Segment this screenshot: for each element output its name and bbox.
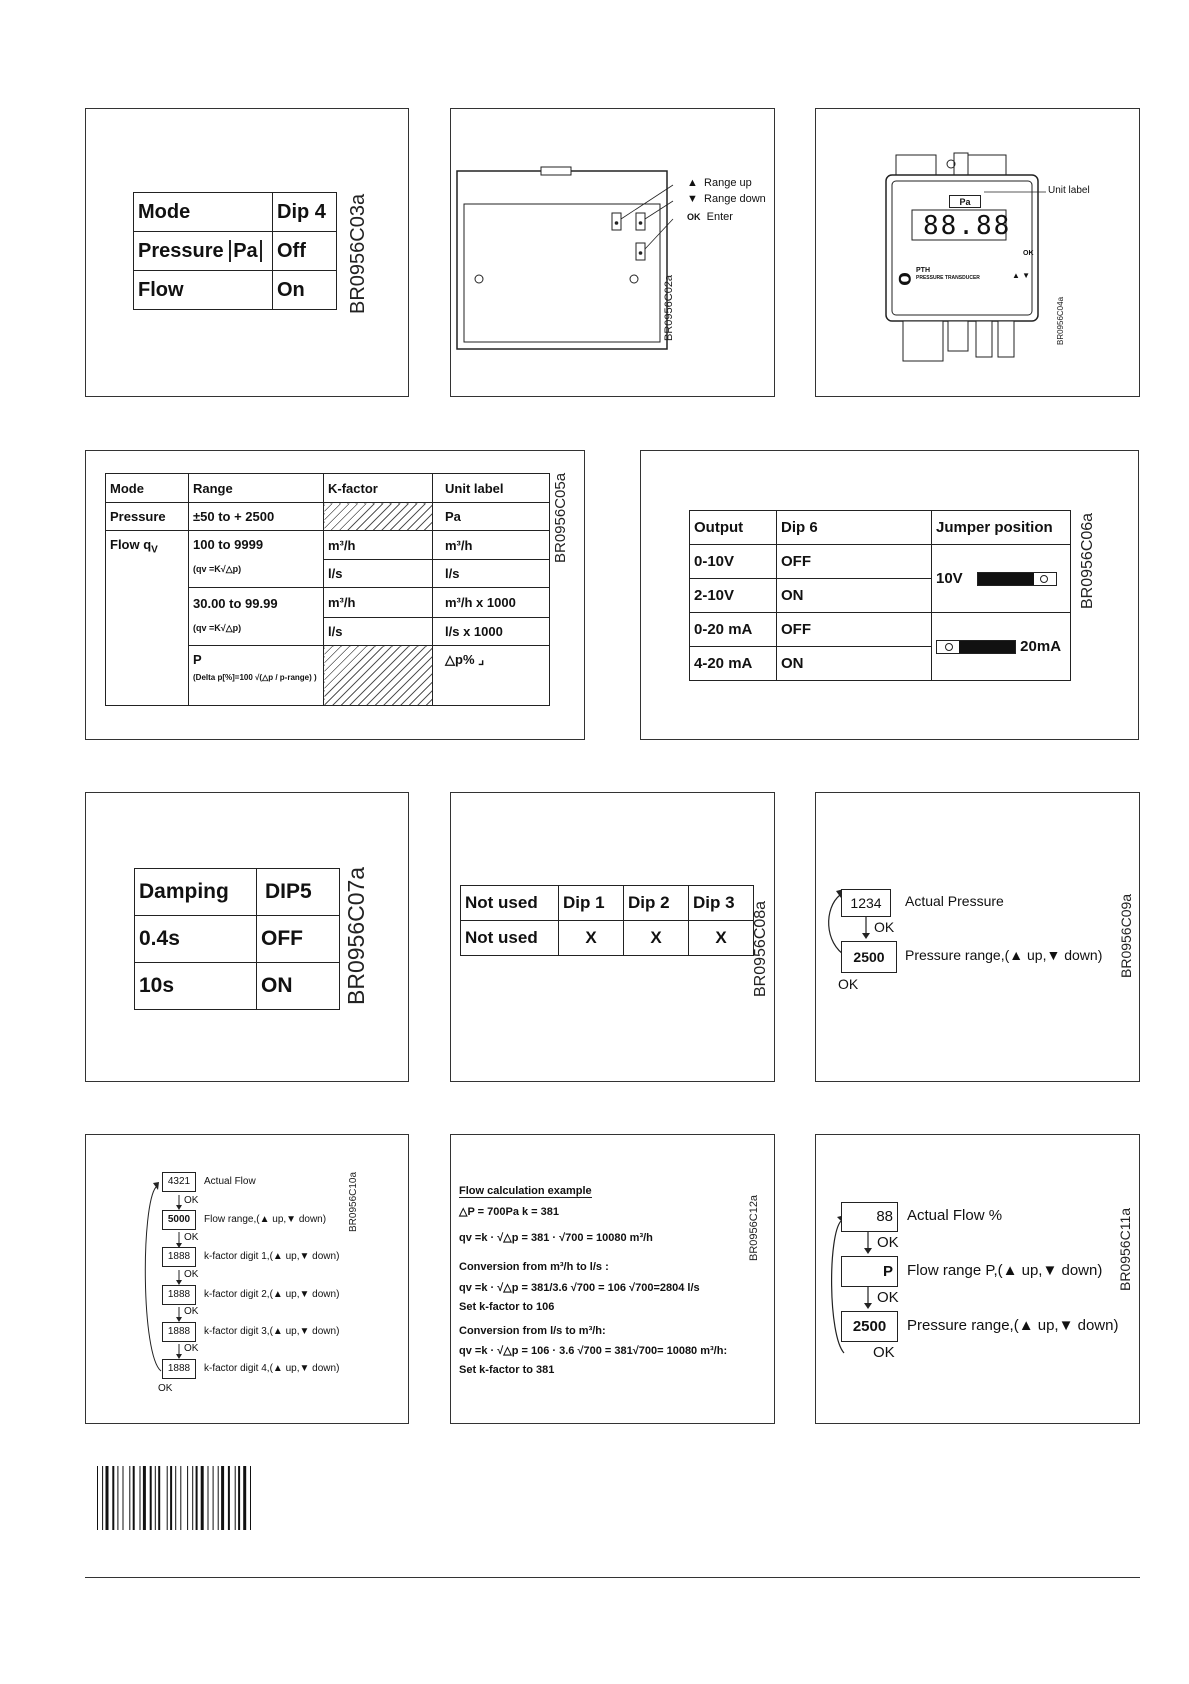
delta-p-percent: △p%: [445, 652, 475, 667]
flow-percent-label: Actual Flow %: [907, 1207, 1003, 1224]
ok-label: OK: [873, 1344, 895, 1361]
barcode-bar: [213, 1466, 214, 1530]
panel-range-kfactor: [85, 450, 585, 740]
flow-step-value: 1888: [162, 1322, 196, 1342]
unit-label-window: Pa: [949, 195, 981, 208]
flow-step-value: 5000: [162, 1210, 196, 1230]
figure-code: BR0956C11a: [1117, 1207, 1133, 1291]
cell: [189, 531, 324, 588]
ok-label: OK: [158, 1383, 173, 1394]
ok-label: OK: [184, 1343, 199, 1354]
actual-pressure-label: Actual Pressure: [905, 893, 1004, 909]
square-root-curve-icon: ⌟: [474, 652, 485, 667]
device-front-drawing: [816, 109, 1141, 398]
ok-label: OK: [184, 1269, 199, 1280]
cell: l/s: [433, 560, 550, 588]
cell: 10s: [135, 963, 257, 1010]
output-table: [689, 510, 1071, 681]
barcode-bar: [140, 1466, 141, 1530]
panel-flow-menu: [85, 1134, 409, 1424]
ok-label: OK: [874, 919, 895, 935]
calc-conversion: Conversion from m³/h to l/s :: [459, 1261, 609, 1273]
range-down-label: [687, 193, 766, 205]
hatched-cell: [324, 646, 433, 706]
brand-name: PTH: [916, 267, 930, 274]
figure-code: BR0956C12a: [748, 1194, 760, 1261]
flow-range-p-value: P: [841, 1256, 898, 1287]
brand-subtitle: PRESSURE TRANSDUCER: [916, 275, 980, 281]
cell: X: [689, 921, 754, 956]
barcode-bar: [167, 1466, 168, 1530]
flow-step-label: Flow range,(▲ up,▼ down): [204, 1214, 327, 1225]
cell: 0.4s: [135, 916, 257, 963]
flow-step-label: k-factor digit 2,(▲ up,▼ down): [204, 1289, 340, 1300]
label: Range down: [704, 193, 766, 205]
panel-damping: [85, 792, 409, 1082]
range-text: 30.00 to 99.99: [193, 596, 278, 611]
barcode-bar: [221, 1466, 224, 1530]
flow-range-p-label: Flow range P,(▲ up,▼ down): [907, 1262, 1103, 1279]
barcode-bar: [117, 1466, 118, 1530]
ok-label: OK: [184, 1195, 199, 1206]
cell: Output: [690, 511, 777, 545]
actual-pressure-value: 1234: [841, 889, 891, 917]
figure-code: BR0956C09a: [1118, 893, 1134, 978]
panel-mode-dip4: [85, 108, 409, 397]
cell: ±50 to + 2500: [189, 503, 324, 531]
cell: Dip 1: [559, 886, 624, 921]
jumper-label: 20mA: [1020, 638, 1062, 655]
pressure-range-value: 2500: [841, 941, 897, 973]
formula-text: (qv =K√△p): [193, 564, 242, 574]
barcode-bar: [106, 1466, 109, 1530]
cell: [433, 646, 550, 706]
range-text: 100 to 9999: [193, 537, 264, 552]
cell: Range: [189, 474, 324, 503]
barcode-bar: [150, 1466, 152, 1530]
cell: Off: [273, 232, 337, 271]
ok-label: OK: [877, 1289, 899, 1306]
cell: Dip 3: [689, 886, 754, 921]
ok-label: OK: [838, 976, 859, 992]
barcode-bar: [155, 1466, 156, 1530]
cell: ON: [777, 647, 932, 681]
barcode-bar: [192, 1466, 193, 1530]
cell: OFF: [777, 545, 932, 579]
jumper-10v-icon: [977, 572, 1057, 586]
figure-code: BR0956C10a: [348, 1171, 359, 1232]
cell: [134, 232, 273, 271]
barcode-bar: [97, 1466, 98, 1530]
cell: [189, 588, 324, 646]
flow-step-label: Actual Flow: [204, 1176, 256, 1187]
ok-label: OK: [184, 1232, 199, 1243]
barcode-bar: [201, 1466, 204, 1530]
formula-text: (qv =K√△p): [193, 623, 242, 633]
panel-output-jumper: [640, 450, 1139, 740]
barcode: [97, 1466, 302, 1530]
ok-label: OK: [877, 1234, 899, 1251]
cell: [106, 531, 189, 706]
barcode-bar: [250, 1466, 251, 1530]
cell: Dip 4: [273, 193, 337, 232]
enter-label: [687, 211, 733, 223]
barcode-bar: [102, 1466, 103, 1530]
flow-step-label: k-factor digit 1,(▲ up,▼ down): [204, 1251, 340, 1262]
flow-step-value: 4321: [162, 1172, 196, 1192]
cell: Pressure: [106, 503, 189, 531]
barcode-bar: [180, 1466, 181, 1530]
barcode-bar: [235, 1466, 236, 1530]
calc-conversion: Conversion from l/s to m³/h:: [459, 1325, 606, 1337]
figure-code: BR0956C02a: [663, 274, 675, 341]
figure-code: BR0956C05a: [552, 472, 569, 563]
cell: DIP5: [257, 869, 340, 916]
flow-percent-value: 88: [841, 1202, 898, 1232]
pressure-range-label: Pressure range,(▲ up,▼ down): [907, 1317, 1119, 1334]
formula-text: (Delta p[%]=100 √(△p / p-range) ): [193, 673, 317, 682]
barcode-bar: [143, 1466, 146, 1530]
calc-title: Flow calculation example: [459, 1185, 592, 1197]
mode-table: [133, 192, 337, 310]
cell: l/s: [324, 618, 433, 646]
cell: Mode: [134, 193, 273, 232]
figure-code: BR0956C03a: [347, 193, 369, 314]
cell: 0-20 mA: [690, 613, 777, 647]
panel-device-buttons: [450, 108, 775, 397]
panel-flow-percent-menu: [815, 1134, 1140, 1424]
cell: Jumper position: [932, 511, 1071, 545]
cell: Dip 2: [624, 886, 689, 921]
p-label: P: [193, 652, 202, 667]
arrow-buttons-icon: ▲ ▼: [1012, 271, 1031, 280]
brand-logo-icon: ᴑ: [898, 265, 912, 290]
cell: m³/h x 1000: [433, 588, 550, 618]
cell: [189, 646, 324, 706]
panel-device-front: [815, 108, 1140, 397]
barcode-bar: [129, 1466, 130, 1530]
cell: X: [624, 921, 689, 956]
cell: ON: [777, 579, 932, 613]
jumper-label: 10V: [936, 570, 963, 587]
cell: X: [559, 921, 624, 956]
cell: 4-20 mA: [690, 647, 777, 681]
barcode-bar: [170, 1466, 172, 1530]
flow-arrows: [816, 793, 1141, 1083]
cell: Unit label: [433, 474, 550, 503]
damping-table: [134, 868, 340, 1010]
cell: Pa: [433, 503, 550, 531]
flow-step-value: 1888: [162, 1359, 196, 1379]
pressure-range-label: Pressure range,(▲ up,▼ down): [905, 947, 1103, 963]
pressure-range-value: 2500: [841, 1311, 898, 1342]
panel-pressure-menu: [815, 792, 1140, 1082]
footer-rule: [85, 1577, 1140, 1578]
barcode-bar: [158, 1466, 160, 1530]
calc-line: qv =k · √△p = 106 · 3.6 √700 = 381√700= 10080 m³/h:: [459, 1345, 728, 1357]
barcode-bar: [228, 1466, 230, 1530]
dip-table: [460, 885, 754, 956]
unit-pa-label: Pa: [229, 240, 261, 262]
cell: Mode: [106, 474, 189, 503]
cell: m³/h: [433, 531, 550, 560]
barcode-bar: [112, 1466, 114, 1530]
label: Range up: [704, 177, 752, 189]
hatched-cell: [324, 503, 433, 531]
cell: m³/h: [324, 588, 433, 618]
calc-given: △P = 700Pa k = 381: [459, 1206, 560, 1218]
figure-code: BR0956C06a: [1079, 512, 1096, 609]
cell: OFF: [257, 916, 340, 963]
figure-code: BR0956C04a: [1056, 296, 1065, 345]
cell: l/s: [324, 560, 433, 588]
cell: Not used: [461, 921, 559, 956]
calc-line: qv =k · √△p = 381/3.6 √700 = 106 √700=2804 l/s: [459, 1282, 700, 1294]
barcode-bar: [133, 1466, 135, 1530]
unit-label-callout: Unit label: [1048, 185, 1090, 196]
flow-step-label: k-factor digit 3,(▲ up,▼ down): [204, 1326, 340, 1337]
cell: m³/h: [324, 531, 433, 560]
device-back-drawing: [451, 109, 776, 398]
barcode-bar: [196, 1466, 198, 1530]
barcode-bar: [243, 1466, 246, 1530]
lcd-display: 88.88: [923, 211, 1012, 241]
barcode-bar: [218, 1466, 219, 1530]
cell: ON: [257, 963, 340, 1010]
calc-line: qv =k · √△p = 381 · √700 = 10080 m³/h: [459, 1232, 653, 1244]
figure-code: BR0956C08a: [752, 900, 769, 997]
flow-step-value: 1888: [162, 1285, 196, 1305]
range-kfactor-table: [105, 473, 550, 706]
cell: l/s x 1000: [433, 618, 550, 646]
jumper-20ma-icon: [936, 640, 1016, 654]
cell-text: Pressure: [138, 239, 224, 262]
cell: OFF: [777, 613, 932, 647]
range-up-label: [687, 177, 752, 189]
flow-step-value: 1888: [162, 1247, 196, 1267]
barcode-bar: [175, 1466, 176, 1530]
figure-code: BR0956C07a: [343, 866, 369, 1005]
flow-label: Flow q: [110, 537, 152, 552]
cell: 2-10V: [690, 579, 777, 613]
cell: Damping: [135, 869, 257, 916]
cell: Flow: [134, 271, 273, 310]
ok-label: OK: [1023, 250, 1034, 257]
calc-set: Set k-factor to 381: [459, 1364, 555, 1376]
flow-step-label: k-factor digit 4,(▲ up,▼ down): [204, 1363, 340, 1374]
up-triangle-icon: ▲: [687, 177, 698, 189]
barcode-bar: [187, 1466, 188, 1530]
ok-label: OK: [184, 1306, 199, 1317]
jumper-cell-20ma: [932, 613, 1071, 681]
barcode-bar: [238, 1466, 240, 1530]
cell: On: [273, 271, 337, 310]
jumper-cell-10v: [932, 545, 1071, 613]
cell: 0-10V: [690, 545, 777, 579]
flow-sub: V: [151, 544, 158, 556]
cell: K-factor: [324, 474, 433, 503]
cell: Dip 6: [777, 511, 932, 545]
barcode-bar: [123, 1466, 124, 1530]
down-triangle-icon: ▼: [687, 193, 698, 205]
panel-dip-not-used: [450, 792, 775, 1082]
panel-flow-calculation: [450, 1134, 775, 1424]
ok-label: OK: [687, 212, 701, 222]
barcode-bar: [208, 1466, 209, 1530]
label: Enter: [706, 211, 733, 223]
calc-set: Set k-factor to 106: [459, 1301, 555, 1313]
cell: Not used: [461, 886, 559, 921]
